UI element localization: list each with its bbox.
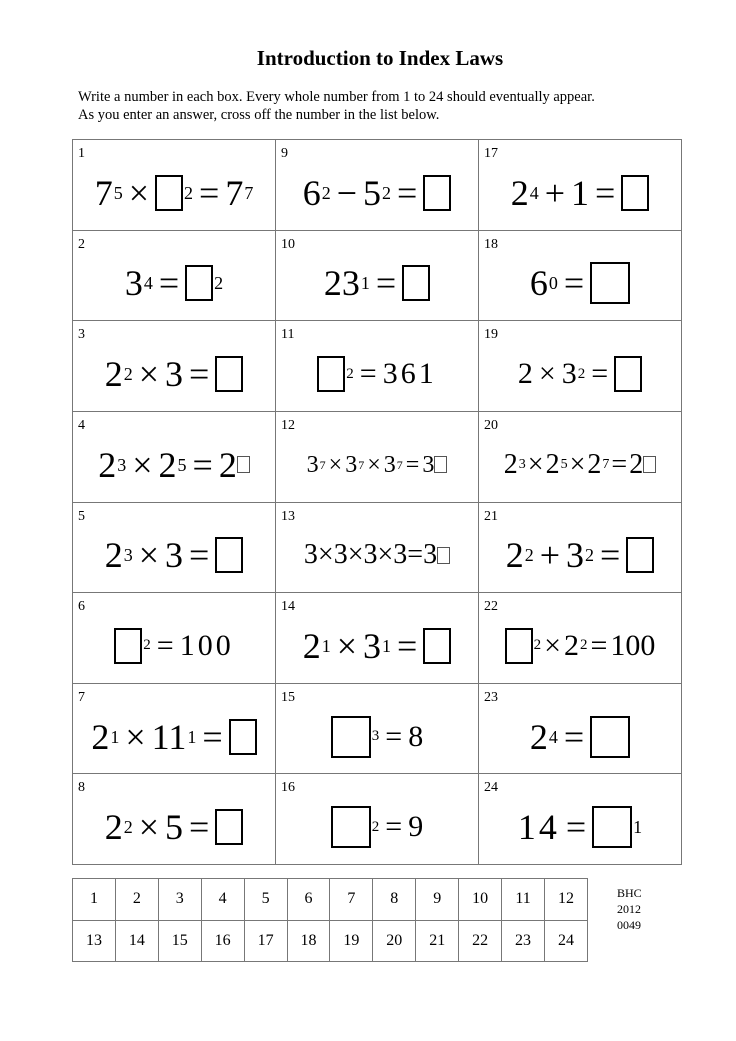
answer-box[interactable]	[621, 175, 649, 211]
answer-box[interactable]	[434, 456, 447, 473]
question-number: 1	[78, 146, 85, 161]
question-number: 18	[484, 236, 498, 252]
question-number: 23	[484, 689, 498, 705]
question-number: 9	[281, 146, 288, 161]
question-number: 14	[281, 599, 295, 615]
question-8: 8 2 2 × 5 =	[73, 774, 276, 865]
list-number[interactable]: 22	[459, 920, 502, 962]
list-number[interactable]: 10	[459, 879, 502, 921]
answer-box[interactable]	[215, 537, 243, 573]
question-21: 21 2 2 + 3 2 =	[479, 502, 682, 593]
list-number[interactable]: 19	[330, 920, 373, 962]
question-11: 11 2 = 361	[276, 321, 479, 412]
answer-box[interactable]	[437, 547, 450, 564]
answer-box[interactable]	[114, 628, 142, 664]
list-number[interactable]: 2	[115, 879, 158, 921]
list-number[interactable]: 5	[244, 879, 287, 921]
question-18: 18 6 0 =	[479, 230, 682, 321]
answer-box[interactable]	[626, 537, 654, 573]
list-number[interactable]: 8	[373, 879, 416, 921]
code-line: BHC	[617, 886, 642, 900]
question-1: 1 7 5 × 2 = 7 7	[73, 140, 276, 231]
question-24: 24 14 = 1	[479, 774, 682, 865]
list-number[interactable]: 6	[287, 879, 330, 921]
instruction-line-2: As you enter an answer, cross off the number in the list below.	[78, 107, 440, 123]
question-14: 14 2 1 × 3 1 =	[276, 593, 479, 684]
question-3: 3 2 2 × 3 =	[73, 321, 276, 412]
question-15: 15 3 = 8	[276, 683, 479, 774]
worksheet-code	[617, 885, 642, 933]
answer-box[interactable]	[643, 456, 656, 473]
list-number[interactable]: 17	[244, 920, 287, 962]
answer-box[interactable]	[229, 719, 257, 755]
question-number: 5	[78, 508, 85, 524]
question-number: 22	[484, 599, 498, 615]
question-number: 10	[281, 236, 295, 252]
list-number[interactable]: 7	[330, 879, 373, 921]
list-number[interactable]: 4	[201, 879, 244, 921]
question-number: 19	[484, 327, 498, 343]
instruction-line-1: Write a number in each box. Every whole number from 1 to 24 should eventually appear.	[78, 89, 595, 105]
question-23: 23 2 4 =	[479, 683, 682, 774]
list-number[interactable]: 9	[416, 879, 459, 921]
question-9: 9 6 2 − 5 2 =	[276, 140, 479, 231]
question-22: 22 2 × 2 2 = 100	[479, 593, 682, 684]
list-number[interactable]: 12	[544, 879, 587, 921]
answer-box[interactable]	[185, 265, 213, 301]
page-title: Introduction to Index Laws	[256, 46, 504, 70]
answer-box[interactable]	[505, 628, 533, 664]
question-20: 20 2 3 × 2 5 × 2 7 = 2	[479, 411, 682, 502]
question-number: 13	[281, 508, 295, 524]
answer-box[interactable]	[237, 456, 250, 473]
answer-box[interactable]	[614, 356, 642, 392]
answer-box[interactable]	[592, 806, 632, 848]
question-number: 21	[484, 508, 498, 524]
answer-box[interactable]	[215, 356, 243, 392]
list-number[interactable]: 23	[502, 920, 545, 962]
question-number: 8	[78, 780, 85, 796]
question-grid	[72, 139, 682, 865]
question-7: 7 2 1 × 11 1 =	[73, 683, 276, 774]
answer-box[interactable]	[215, 809, 243, 845]
question-16: 16 2 = 9	[276, 774, 479, 865]
answer-box[interactable]	[331, 806, 371, 848]
answer-box[interactable]	[423, 628, 451, 664]
list-number[interactable]: 13	[73, 920, 116, 962]
answer-number-list	[72, 878, 588, 962]
question-number: 4	[78, 417, 85, 433]
question-19: 19 2 × 3 2 =	[479, 321, 682, 412]
question-number: 24	[484, 780, 498, 796]
question-number: 20	[484, 417, 498, 433]
question-number: 3	[78, 327, 85, 343]
question-2: 2 3 4 = 2	[73, 230, 276, 321]
question-17: 17 2 4 + 1 =	[479, 140, 682, 231]
question-number: 15	[281, 689, 295, 705]
answer-box[interactable]	[317, 356, 345, 392]
list-number[interactable]: 14	[115, 920, 158, 962]
list-number[interactable]: 24	[544, 920, 587, 962]
answer-box[interactable]	[590, 262, 630, 304]
answer-box[interactable]	[590, 716, 630, 758]
list-number[interactable]: 16	[201, 920, 244, 962]
code-line: 0049	[617, 918, 641, 932]
list-number[interactable]: 3	[158, 879, 201, 921]
question-5: 5 2 3 × 3 =	[73, 502, 276, 593]
question-number: 7	[78, 689, 85, 705]
list-number[interactable]: 21	[416, 920, 459, 962]
list-number[interactable]: 20	[373, 920, 416, 962]
question-number: 6	[78, 599, 85, 615]
question-10: 10 23 1 =	[276, 230, 479, 321]
list-number[interactable]: 11	[502, 879, 545, 921]
question-4: 4 2 3 × 2 5 = 2	[73, 411, 276, 502]
answer-box[interactable]	[155, 175, 183, 211]
question-number: 17	[484, 146, 498, 161]
answer-box[interactable]	[331, 716, 371, 758]
answer-box[interactable]	[402, 265, 430, 301]
answer-box[interactable]	[423, 175, 451, 211]
list-number[interactable]: 18	[287, 920, 330, 962]
question-12: 12 3 7 × 3 7 × 3 7 = 3	[276, 411, 479, 502]
question-number: 12	[281, 417, 295, 433]
question-6: 6 2 = 100	[73, 593, 276, 684]
question-number: 16	[281, 780, 295, 796]
question-number: 2	[78, 236, 85, 252]
question-number: 11	[281, 327, 295, 343]
list-number[interactable]: 1	[73, 879, 116, 921]
code-line: 2012	[617, 902, 641, 916]
question-13: 13 3×3×3×3=3	[276, 502, 479, 593]
list-number[interactable]: 15	[158, 920, 201, 962]
